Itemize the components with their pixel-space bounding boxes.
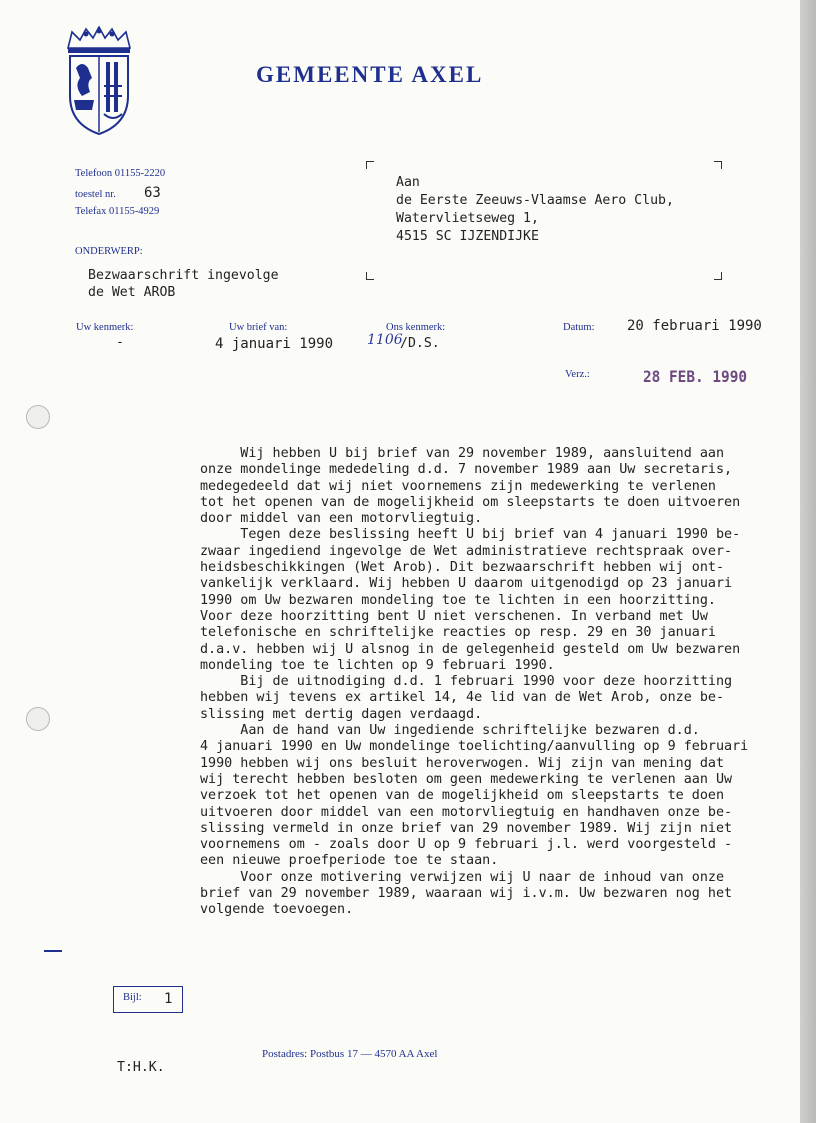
ons-kenmerk-value: /D.S.	[400, 336, 440, 351]
phone-label: Telefoon	[75, 168, 113, 179]
body-line: tot het openen van de mogelijkheid om sleepstarts te doen uitvoeren	[200, 494, 741, 510]
body-line: medegedeeld dat wij niet voornemens zijn medewerking te verlenen	[200, 478, 716, 494]
municipal-coat-of-arms	[62, 26, 136, 138]
subject-label: ONDERWERP:	[75, 246, 143, 257]
letter-body	[200, 446, 760, 919]
ons-kenmerk-label: Ons kenmerk:	[386, 322, 446, 333]
body-line: Voor deze hoorzitting bent U niet verschenen. In verband met Uw	[200, 608, 708, 624]
body-line: 1990 om Uw bezwaren mondeling toe te lichten in een hoorzitting.	[200, 592, 716, 608]
bijl-value: 1	[164, 991, 173, 1007]
recipient-line-4: 4515 SC IJZENDIJKE	[396, 229, 539, 244]
postal-address: Postadres: Postbus 17 — 4570 AA Axel	[262, 1048, 438, 1060]
extension-label: toestel nr.	[75, 189, 116, 200]
subject-line-2: de Wet AROB	[88, 285, 176, 300]
recipient-line-3: Watervlietseweg 1,	[396, 211, 539, 226]
recipient-line-2: de Eerste Zeeuws-Vlaamse Aero Club,	[396, 193, 674, 208]
address-corner-tl	[366, 161, 374, 169]
typist-initials: T:H.K.	[117, 1060, 165, 1075]
body-line: Voor onze motivering verwijzen wij U naar de inhoud van onze	[200, 869, 725, 885]
letterhead-title: GEMEENTE AXEL	[256, 62, 484, 87]
phone-value: 01155-2220	[114, 168, 166, 179]
address-corner-tr	[714, 161, 722, 169]
body-line: d.a.v. hebben wij U alsnog in de gelegenheid gesteld om Uw bezwaren	[200, 641, 741, 657]
bijl-label: Bijl:	[123, 992, 142, 1003]
fold-mark	[44, 950, 62, 952]
body-line: volgende toevoegen.	[200, 902, 354, 918]
body-line: Wij hebben U bij brief van 29 november 1989, aansluitend aan	[200, 446, 725, 461]
datum-label: Datum:	[563, 322, 595, 333]
uw-brief-value: 4 januari 1990	[215, 336, 334, 352]
body-line: brief van 29 november 1989, waaraan wij i.v.m. Uw bezwaren nog het	[200, 886, 733, 902]
body-line: mondeling toe te lichten op 9 februari 1990.	[200, 657, 555, 673]
uw-kenmerk-value: -	[116, 335, 124, 350]
body-line: telefonische en schriftelijke reacties op resp. 29 en 30 januari	[200, 625, 716, 641]
enclosure-box	[113, 986, 183, 1013]
punch-hole-bottom	[26, 707, 50, 731]
page-edge-shadow	[800, 0, 816, 1123]
fax-value: 01155-4929	[108, 206, 160, 217]
body-line: verzoek tot het openen van de mogelijkheid om sleepstarts te doen	[200, 788, 725, 804]
body-line: door middel van een motorvliegtuig.	[200, 511, 483, 527]
body-line: zwaar ingediend ingevolge de Wet administratieve rechtspraak over-	[200, 543, 733, 559]
body-line: onze mondelinge mededeling d.d. 7 november 1989 aan Uw secretaris,	[200, 462, 733, 478]
body-line: Bij de uitnodiging d.d. 1 februari 1990 voor deze hoorzitting	[200, 674, 733, 690]
body-line: heidsbeschikkingen (Wet Arob). Dit bezwaarschrift hebben wij ont-	[200, 560, 725, 576]
recipient-line-1: Aan	[396, 175, 420, 190]
body-line: hebben wij tevens ex artikel 14, 4e lid van de Wet Arob, onze be-	[200, 690, 725, 706]
body-line: Aan de hand van Uw ingediende schriftelijke bezwaren d.d.	[200, 723, 700, 739]
body-line: slissing met dertig dagen verdaagd.	[200, 706, 483, 722]
body-line: 4 januari 1990 en Uw mondelinge toelichting/aanvulling op 9 februari	[200, 739, 749, 755]
address-corner-br	[714, 272, 722, 280]
punch-hole-top	[26, 405, 50, 429]
uw-kenmerk-label: Uw kenmerk:	[76, 322, 134, 333]
fax-label: Telefax	[75, 206, 107, 217]
verz-date-stamp: 28 FEB. 1990	[643, 367, 748, 386]
body-line: vankelijk verklaard. Wij hebben U daarom uitgenodigd op 23 januari	[200, 576, 733, 592]
ons-kenmerk-handwritten: 1106	[367, 332, 403, 348]
body-line: slissing vermeld in onze brief van 29 november 1989. Wij zijn niet	[200, 820, 733, 836]
address-corner-bl	[366, 272, 374, 280]
verz-label: Verz.:	[565, 369, 590, 380]
extension-value: 63	[144, 185, 161, 201]
body-line: Tegen deze beslissing heeft U bij brief van 4 januari 1990 be-	[200, 527, 741, 543]
subject-line-1: Bezwaarschrift ingevolge	[88, 268, 279, 283]
fax-line	[75, 206, 159, 217]
uw-brief-label: Uw brief van:	[229, 322, 288, 333]
body-line: 1990 hebben wij ons besluit heroverwogen. Wij zijn van mening dat	[200, 755, 725, 771]
phone-line	[75, 168, 165, 179]
body-line: uitvoeren door middel van een motorvliegtuig en handhaven onze be-	[200, 804, 733, 820]
body-line: voornemens om - zoals door U op 9 februari j.l. werd voorgesteld -	[200, 837, 733, 853]
body-line: een nieuwe proefperiode toe te staan.	[200, 853, 499, 869]
body-line: wij terecht hebben besloten om geen medewerking te verlenen aan Uw	[200, 771, 733, 787]
datum-value: 20 februari 1990	[627, 318, 762, 334]
